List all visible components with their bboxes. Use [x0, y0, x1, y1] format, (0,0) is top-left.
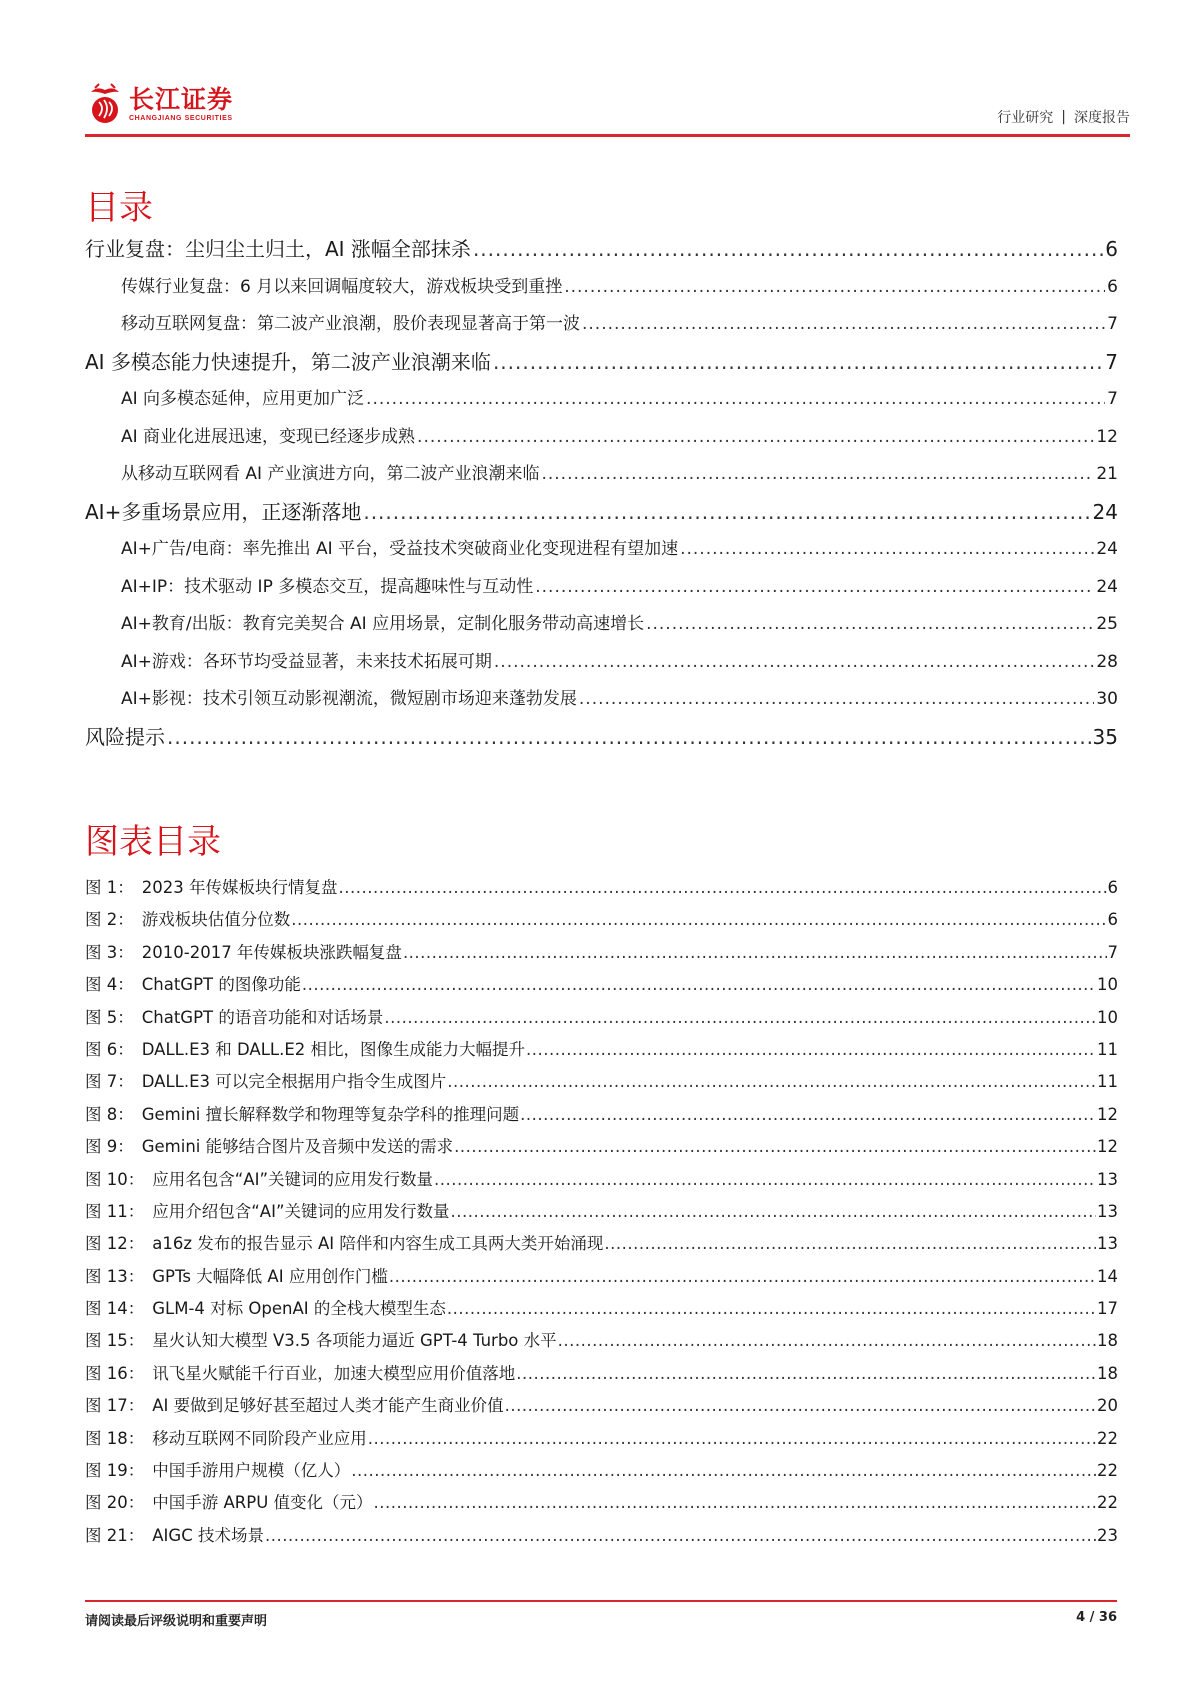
figure-caption: 中国手游 ARPU 值变化（元）	[152, 1493, 373, 1513]
report-type-label: 深度报告	[1074, 110, 1130, 126]
figure-list	[85, 872, 1118, 1552]
figure-leader	[434, 1164, 1096, 1196]
figure-leader	[374, 1487, 1096, 1519]
figure-leader	[604, 1228, 1096, 1260]
figure-item[interactable]	[85, 1487, 1118, 1519]
toc-item-text: 行业复盘：尘归尘土归土，AI 涨幅全部抹杀	[85, 237, 471, 261]
toc-item-page: 6	[1107, 276, 1118, 297]
figure-label: 图 14：	[85, 1299, 145, 1319]
figure-page: 10	[1097, 975, 1118, 995]
toc-leader	[494, 644, 1094, 682]
figure-page: 7	[1107, 942, 1118, 962]
figure-page: 20	[1097, 1396, 1118, 1416]
figure-page: 18	[1097, 1331, 1118, 1351]
toc-title: 目录	[85, 188, 153, 228]
figure-caption: AIGC 技术场景	[152, 1525, 264, 1545]
toc-item-page: 7	[1107, 389, 1118, 409]
figure-leader	[389, 1261, 1096, 1293]
figure-page: 13	[1097, 1169, 1118, 1189]
toc-item[interactable]	[85, 231, 1118, 269]
figure-leader	[520, 1099, 1096, 1131]
figure-label: 图 12：	[85, 1234, 145, 1254]
figure-page: 22	[1097, 1493, 1118, 1513]
figure-leader	[368, 1423, 1096, 1455]
toc-leader	[582, 306, 1105, 344]
figure-label: 图 3：	[85, 942, 134, 962]
figure-label: 图 10：	[85, 1169, 145, 1189]
figure-caption: 讯飞星火赋能千行百业，加速大模型应用价值落地	[152, 1363, 516, 1383]
figure-item[interactable]	[85, 1423, 1118, 1455]
figure-caption: Gemini 能够结合图片及音频中发送的需求	[141, 1137, 454, 1157]
figure-item[interactable]	[85, 1228, 1118, 1260]
figure-label: 图 8：	[85, 1104, 134, 1124]
figure-page: 10	[1097, 1007, 1118, 1027]
figure-caption: AI 要做到足够好甚至超过人类才能产生商业价值	[152, 1396, 504, 1416]
brand-name-en: CHANGJIANG SECURITIES	[129, 114, 233, 122]
figure-caption: 移动互联网不同阶段产业应用	[152, 1428, 367, 1448]
page-indicator: 4 / 36	[1076, 1610, 1117, 1625]
figure-item[interactable]	[85, 872, 1118, 904]
toc-leader	[646, 606, 1094, 644]
figure-leader	[526, 1034, 1096, 1066]
figure-caption: 星火认知大模型 V3.5 各项能力逼近 GPT-4 Turbo 水平	[152, 1331, 557, 1351]
figure-page: 13	[1097, 1234, 1118, 1254]
toc-item-text: AI+游戏：各环节均受益显著，未来技术拓展可期	[121, 651, 492, 672]
figure-item[interactable]	[85, 1455, 1118, 1487]
toc-leader	[535, 569, 1094, 607]
toc-item[interactable]	[85, 344, 1118, 382]
figure-caption: ChatGPT 的图像功能	[141, 975, 301, 995]
figure-item[interactable]	[85, 1390, 1118, 1422]
toc-item-text: AI+多重场景应用，正逐渐落地	[85, 499, 362, 524]
figure-leader	[403, 937, 1107, 969]
toc-item-text: 传媒行业复盘：6 月以来回调幅度较大，游戏板块受到重挫	[121, 276, 563, 297]
figure-item[interactable]	[85, 1099, 1118, 1131]
toc-item[interactable]	[85, 269, 1118, 307]
figure-leader	[447, 1066, 1096, 1098]
brand-name-cn: 长江证券	[129, 84, 234, 114]
figure-caption: DALL.E3 和 DALL.E2 相比，图像生成能力大幅提升	[141, 1039, 525, 1059]
toc-item-page: 35	[1092, 724, 1118, 749]
figure-page: 11	[1097, 1039, 1118, 1059]
figure-label: 图 20：	[85, 1493, 145, 1513]
figure-label: 图 17：	[85, 1396, 145, 1416]
figure-label: 图 9：	[85, 1137, 134, 1157]
toc-item[interactable]	[85, 606, 1118, 644]
toc-leader	[680, 531, 1094, 569]
toc-item-page: 30	[1096, 689, 1118, 709]
toc-item-text: AI 商业化进展迅速，变现已经逐步成熟	[121, 426, 416, 447]
toc-item-page: 7	[1105, 349, 1118, 374]
figure-page: 22	[1097, 1461, 1118, 1481]
figure-leader	[302, 969, 1096, 1001]
figure-leader	[351, 1455, 1096, 1487]
figure-page: 6	[1107, 910, 1118, 930]
figure-leader	[516, 1358, 1096, 1390]
figure-label: 图 18：	[85, 1428, 145, 1448]
toc-item[interactable]	[85, 456, 1118, 494]
figure-leader	[451, 1196, 1097, 1228]
toc-item-text: AI+广告/电商：率先推出 AI 平台，受益技术突破商业化变现进程有望加速	[121, 539, 679, 559]
figure-item[interactable]	[85, 904, 1118, 936]
figure-leader	[558, 1325, 1096, 1357]
figure-caption: 2023 年传媒板块行情复盘	[141, 878, 338, 897]
toc-item[interactable]	[85, 644, 1118, 682]
toc-item[interactable]	[85, 494, 1118, 532]
toc-item-page: 24	[1096, 539, 1118, 559]
figure-page: 14	[1097, 1266, 1118, 1286]
toc-item[interactable]	[85, 681, 1118, 719]
figure-leader	[265, 1520, 1096, 1552]
figure-page: 6	[1107, 878, 1118, 897]
toc-leader	[366, 381, 1105, 419]
toc-item-page: 24	[1092, 499, 1118, 524]
header-separator: |	[1061, 109, 1066, 125]
report-category	[997, 107, 1130, 127]
figure-label: 图 6：	[85, 1039, 134, 1059]
figure-page: 23	[1097, 1525, 1118, 1545]
figure-page: 22	[1097, 1428, 1118, 1448]
footer-disclaimer: 请阅读最后评级说明和重要声明	[85, 1614, 268, 1629]
toc-item-page: 12	[1096, 426, 1118, 447]
figure-caption: 2010-2017 年传媒板块涨跌幅复盘	[141, 942, 402, 962]
figure-item[interactable]	[85, 969, 1118, 1001]
toc-leader	[579, 681, 1094, 719]
figure-caption: 游戏板块估值分位数	[141, 910, 291, 930]
figure-item[interactable]	[85, 1034, 1118, 1066]
figure-leader	[291, 904, 1106, 936]
figure-caption: 应用名包含“AI”关键词的应用发行数量	[152, 1169, 433, 1189]
toc-item[interactable]	[85, 719, 1118, 757]
toc-item-text: 从移动互联网看 AI 产业演进方向，第二波产业浪潮来临	[121, 464, 540, 484]
figure-label: 图 5：	[85, 1007, 134, 1027]
figure-page: 17	[1097, 1299, 1118, 1319]
figure-item[interactable]	[85, 1358, 1118, 1390]
toc-item-page: 28	[1096, 651, 1118, 672]
figure-item[interactable]	[85, 1520, 1118, 1552]
figure-label: 图 19：	[85, 1461, 145, 1481]
category-label: 行业研究	[997, 110, 1054, 126]
page-header	[85, 82, 1130, 138]
changjiang-logo-icon	[85, 82, 125, 126]
figure-label: 图 21：	[85, 1525, 145, 1545]
figure-leader	[505, 1390, 1096, 1422]
figure-leader	[339, 872, 1107, 904]
figure-item[interactable]	[85, 1131, 1118, 1163]
figure-label: 图 11：	[85, 1201, 145, 1221]
footer-divider	[85, 1600, 1117, 1602]
toc-item[interactable]	[85, 381, 1118, 419]
figure-leader	[454, 1131, 1096, 1163]
figure-leader	[384, 1002, 1096, 1034]
toc-leader	[363, 494, 1090, 532]
figure-caption: GLM-4 对标 OpenAI 的全栈大模型生态	[152, 1299, 446, 1319]
figure-label: 图 13：	[85, 1266, 145, 1286]
figure-item[interactable]	[85, 1196, 1118, 1228]
toc-item-text: 移动互联网复盘：第二波产业浪潮，股价表现显著高于第一波	[121, 314, 580, 334]
figure-item[interactable]	[85, 1066, 1118, 1098]
figure-item[interactable]	[85, 1164, 1118, 1196]
toc-item-text: AI+影视：技术引领互动影视潮流，微短剧市场迎来蓬勃发展	[121, 689, 577, 709]
toc-leader	[417, 419, 1094, 457]
toc-item-text: AI+IP：技术驱动 IP 多模态交互，提高趣味性与互动性	[121, 576, 534, 597]
toc-item-page: 6	[1105, 237, 1118, 261]
toc-leader	[564, 269, 1105, 307]
figure-item[interactable]	[85, 937, 1118, 969]
figure-page: 13	[1097, 1201, 1118, 1221]
figure-page: 12	[1097, 1137, 1118, 1157]
figure-caption: Gemini 擅长解释数学和物理等复杂学科的推理问题	[141, 1104, 520, 1124]
figure-item[interactable]	[85, 1002, 1118, 1034]
toc-item-text: AI 多模态能力快速提升，第二波产业浪潮来临	[85, 349, 491, 374]
toc-item-text: AI+教育/出版：教育完美契合 AI 应用场景，定制化服务带动高速增长	[121, 614, 645, 634]
figure-leader	[447, 1293, 1096, 1325]
figure-page: 12	[1097, 1104, 1118, 1124]
figure-label: 图 1：	[85, 878, 134, 897]
figure-page: 18	[1097, 1363, 1118, 1383]
toc-item-page: 24	[1096, 576, 1118, 597]
figure-label: 图 7：	[85, 1072, 134, 1092]
header-divider	[85, 134, 1130, 137]
figure-caption: GPTs 大幅降低 AI 应用创作门槛	[152, 1266, 388, 1286]
figure-caption: ChatGPT 的语音功能和对话场景	[141, 1007, 384, 1027]
figure-caption: 中国手游用户规模（亿人）	[152, 1461, 351, 1481]
figure-label: 图 15：	[85, 1331, 145, 1351]
toc-item-page: 21	[1096, 464, 1118, 484]
toc-item[interactable]	[85, 306, 1118, 344]
company-logo	[85, 82, 233, 126]
toc-item[interactable]	[85, 569, 1118, 607]
figure-caption: DALL.E3 可以完全根据用户指令生成图片	[141, 1072, 447, 1092]
figure-caption: 应用介绍包含“AI”关键词的应用发行数量	[152, 1201, 450, 1221]
toc-item-text: 风险提示	[85, 724, 165, 749]
figure-item[interactable]	[85, 1261, 1118, 1293]
toc-leader	[473, 231, 1103, 269]
toc-item[interactable]	[85, 531, 1118, 569]
figure-item[interactable]	[85, 1325, 1118, 1357]
figure-caption: a16z 发布的报告显示 AI 陪伴和内容生成工具两大类开始涌现	[152, 1234, 604, 1254]
figure-label: 图 4：	[85, 975, 134, 995]
toc-item-text: AI 向多模态延伸，应用更加广泛	[121, 389, 365, 409]
toc-leader	[167, 719, 1091, 757]
figures-title: 图表目录	[85, 822, 221, 862]
figure-item[interactable]	[85, 1293, 1118, 1325]
toc-leader	[541, 456, 1094, 494]
figure-page: 11	[1097, 1072, 1118, 1092]
toc-leader	[493, 344, 1103, 382]
toc-item-page: 7	[1107, 314, 1118, 334]
toc-item-page: 25	[1096, 614, 1118, 634]
toc-item[interactable]	[85, 419, 1118, 457]
toc-list	[85, 231, 1118, 756]
figure-label: 图 16：	[85, 1363, 145, 1383]
figure-label: 图 2：	[85, 910, 134, 930]
